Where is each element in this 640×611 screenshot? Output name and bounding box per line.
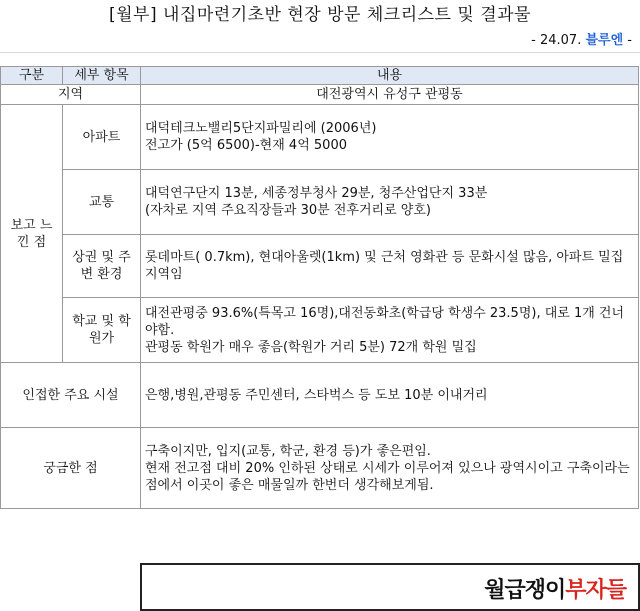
content-line: 관평동 학원가 매우 좋음(학원가 거리 5분) 72개 학원 밀집: [145, 339, 477, 355]
school-row: [1, 298, 639, 363]
facility-row: [1, 363, 639, 428]
header-category: 구분: [1, 67, 63, 85]
region-row: [1, 85, 639, 105]
content-line: 구축이지만, 입지(교통, 학군, 환경 등)가 좋은편임.: [145, 443, 431, 459]
content-line: 대덕연구단지 13분, 세종정부청사 29분, 청주산업단지 33분: [145, 186, 488, 201]
logo-part-red: 부자들: [565, 578, 626, 603]
content-line: 현재 전고점 대비 20% 인하된 상태로 시세가 이루어져 있으나 광역시이고 구축이라는 점에서 이곳이 좋은 매물일까 한번더 생각해보게됨.: [145, 460, 630, 493]
row-content: [141, 170, 639, 235]
row-label: 상권 및 주변 환경: [63, 235, 141, 298]
region-value: 대전광역시 유성구 관평동: [141, 85, 639, 105]
footer-logo-box: [140, 563, 640, 611]
row-label: 학교 및 학원가: [63, 298, 141, 363]
traffic-row: [1, 170, 639, 235]
content-line: 롯데마트( 0.7km), 현대아울렛(1km) 및 근처 영화관 등 문화시설 많음, 아파트 밀집지역임: [145, 250, 624, 282]
author-name: 블루엔: [585, 33, 624, 48]
row-content: [141, 105, 639, 170]
content-line: 대덕테크노밸리5단지파밀리에 (2006년): [145, 121, 377, 136]
region-label: 지역: [1, 85, 141, 105]
logo-part-dark: 월급쟁이: [484, 578, 566, 603]
page-title: [월부] 내집마련기초반 현장 방문 체크리스트 및 결과물: [109, 5, 531, 25]
row-label: 교통: [63, 170, 141, 235]
content-line: (자차로 지역 주요직장들과 30분 전후거리로 양호): [145, 203, 431, 218]
brand-logo: [484, 573, 626, 604]
facility-label: 인접한 주요 시설: [1, 363, 141, 428]
header-content: 내용: [141, 67, 639, 85]
header-row: [1, 67, 639, 85]
facility-value: 은행,병원,관평동 주민센터, 스타벅스 등 도보 10분 이내거리: [141, 363, 639, 428]
impression-label: 보고 느낀 점: [1, 105, 63, 363]
apartment-row: [1, 105, 639, 170]
commerce-row: [1, 235, 639, 298]
row-content: [141, 235, 639, 298]
checklist-table: [0, 66, 639, 509]
spreadsheet-gridline: [0, 52, 640, 67]
row-label: 아파트: [63, 105, 141, 170]
curious-row: [1, 428, 639, 509]
date-author-line: [531, 30, 632, 52]
header-item: 세부 항목: [63, 67, 141, 85]
curious-content: [141, 428, 639, 509]
content-line: 대전관평중 93.6%(특목고 16명),대전동화초(학급당 학생수 23.5명), 대로 1개 건너야함.: [145, 305, 625, 338]
curious-label: 궁금한 점: [1, 428, 141, 509]
content-line: 전고가 (5억 6500)-현재 4억 5000: [145, 138, 347, 153]
trailing-dash: -: [627, 33, 632, 48]
row-content: [141, 298, 639, 363]
date-text: - 24.07.: [531, 33, 582, 48]
